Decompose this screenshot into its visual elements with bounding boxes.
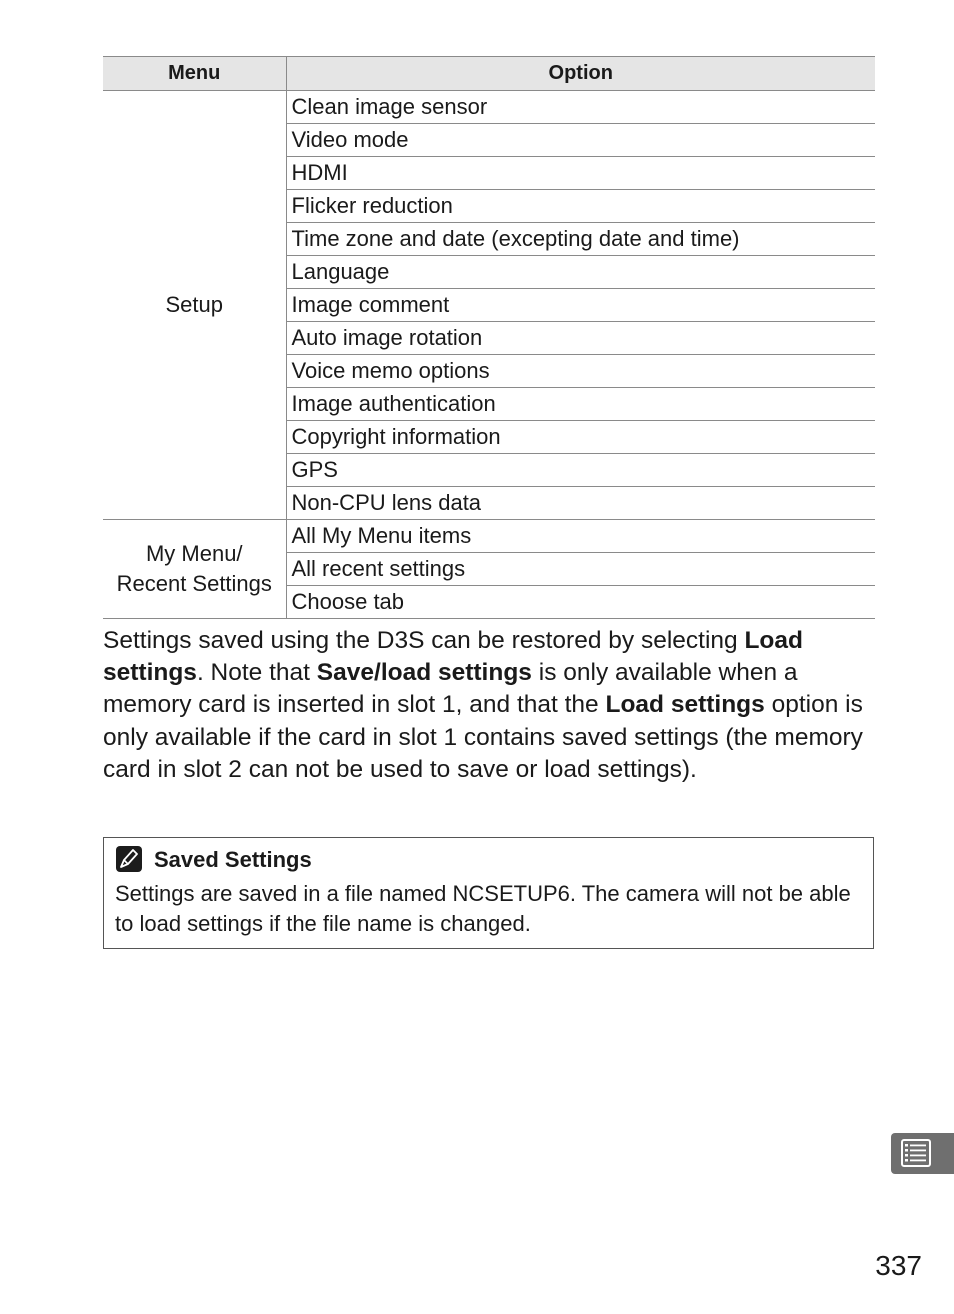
note-pencil-icon bbox=[116, 846, 142, 872]
note-text: Settings are saved in a file named NCSETUP6. The camera will not be able to load settings if the file name is changed. bbox=[115, 881, 851, 936]
table-row bbox=[103, 520, 875, 553]
body-text-run: Settings saved using the D3S can be restored by selecting bbox=[103, 627, 745, 654]
table-row bbox=[103, 91, 875, 124]
body-text-run: is only available when a memory card is inserted in slot 1, and that the bbox=[103, 659, 798, 719]
option-cell: Language bbox=[286, 256, 875, 289]
option-cell: Image comment bbox=[286, 289, 875, 322]
body-bold-save-load-settings: Save/load settings bbox=[316, 659, 532, 687]
option-cell: Image authentication bbox=[286, 388, 875, 421]
body-bold-load-settings: Load settings bbox=[103, 627, 803, 687]
option-cell: Time zone and date (excepting date and time) bbox=[286, 223, 875, 256]
option-cell: HDMI bbox=[286, 157, 875, 190]
page-number: 337 bbox=[875, 1250, 922, 1281]
menu-cell-setup: Setup bbox=[103, 91, 286, 520]
header-option: Option bbox=[286, 57, 875, 91]
menu-list-icon bbox=[901, 1139, 931, 1167]
option-cell: Video mode bbox=[286, 124, 875, 157]
menu-cell-my-menu bbox=[103, 520, 286, 619]
body-text-run: option is only available if the card in slot 1 contains saved settings (the memory card in slot 2 can not be used to save or load settings). bbox=[103, 691, 863, 783]
option-cell: Flicker reduction bbox=[286, 190, 875, 223]
side-tab bbox=[891, 1133, 954, 1174]
option-cell: Voice memo options bbox=[286, 355, 875, 388]
option-cell: Auto image rotation bbox=[286, 322, 875, 355]
body-text-run: . Note that bbox=[196, 659, 317, 687]
option-cell: Copyright information bbox=[286, 421, 875, 454]
note-box bbox=[103, 837, 874, 949]
menu-cell-line: Recent Settings bbox=[116, 571, 272, 596]
option-cell: All My Menu items bbox=[286, 520, 875, 553]
option-cell: All recent settings bbox=[286, 553, 875, 586]
table-header-row bbox=[103, 57, 875, 91]
option-cell: Clean image sensor bbox=[286, 91, 875, 124]
menu-cell-line: My Menu/ bbox=[145, 541, 243, 566]
body-bold-load-settings-2: Load settings bbox=[605, 691, 765, 719]
option-cell: GPS bbox=[286, 454, 875, 487]
option-cell: Choose tab bbox=[286, 586, 875, 619]
settings-table bbox=[103, 56, 875, 619]
note-title: Saved Settings bbox=[154, 847, 312, 872]
header-menu: Menu bbox=[103, 57, 286, 91]
option-cell: Non-CPU lens data bbox=[286, 487, 875, 520]
body-paragraph bbox=[103, 625, 883, 786]
